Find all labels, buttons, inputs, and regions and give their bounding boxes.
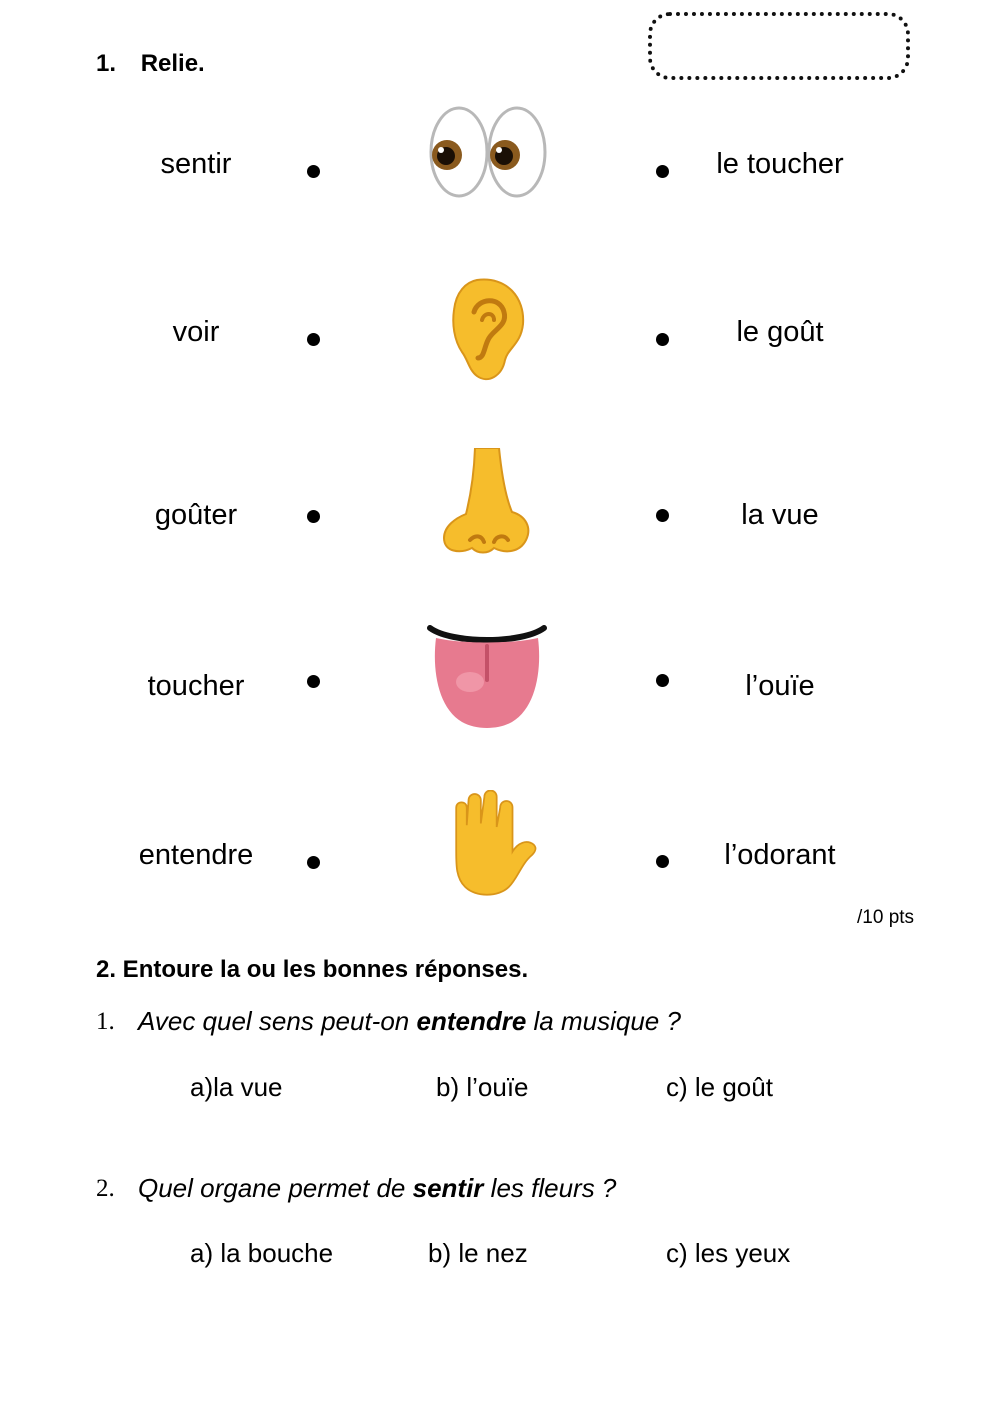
question-2-text-before: Quel organe permet de [138,1173,413,1203]
question-2-number: 2. [96,1175,115,1202]
question-2-option-c[interactable]: c) les yeux [666,1238,791,1268]
question-2-text [138,1173,616,1204]
points-label: /10 pts [857,907,915,928]
exercise-1-number: 1. [96,50,117,77]
question-2-keyword: sentir [412,1173,484,1203]
ear-icon [422,272,552,382]
question-2-option-a[interactable]: a) la bouche [190,1238,334,1268]
left-word-entendre: entendre [138,839,254,871]
right-word-le-toucher: le toucher [716,148,844,180]
nose-icon [422,448,552,558]
left-dot[interactable] [307,856,320,869]
question-1-text-after: la musique ? [526,1006,681,1036]
eyes-icon [422,100,552,210]
left-dot[interactable] [307,675,320,688]
left-word-toucher: toucher [147,670,245,702]
question-1-number: 1. [96,1008,115,1035]
left-word-gouter: goûter [154,499,238,531]
question-1-keyword: entendre [416,1006,527,1036]
exercise-2-heading: 2. Entoure la ou les bonnes réponses. [96,956,529,983]
right-word-le-gout: le goût [736,316,824,348]
question-1-option-c[interactable]: c) le goût [666,1072,773,1102]
left-dot[interactable] [307,510,320,523]
right-word-l-odorant: l’odorant [724,839,836,871]
question-1-option-a[interactable]: a)la vue [190,1072,283,1102]
right-word-l-ouie: l’ouïe [745,670,815,702]
left-word-sentir: sentir [160,148,232,180]
left-dot[interactable] [307,333,320,346]
left-dot[interactable] [307,165,320,178]
question-1-text-before: Avec quel sens peut-on [138,1006,417,1036]
exercise-1-heading [96,50,205,78]
question-2-option-b[interactable]: b) le nez [428,1238,528,1268]
hand-icon [422,790,552,900]
question-1-text [138,1006,681,1037]
right-word-la-vue: la vue [741,499,819,531]
question-2-text-after: les fleurs ? [483,1173,617,1203]
tongue-icon [422,622,552,732]
score-box [648,12,910,80]
question-1-option-b[interactable]: b) l’ouïe [436,1072,529,1102]
left-word-voir: voir [172,316,220,348]
exercise-1-title: Relie. [140,50,205,77]
